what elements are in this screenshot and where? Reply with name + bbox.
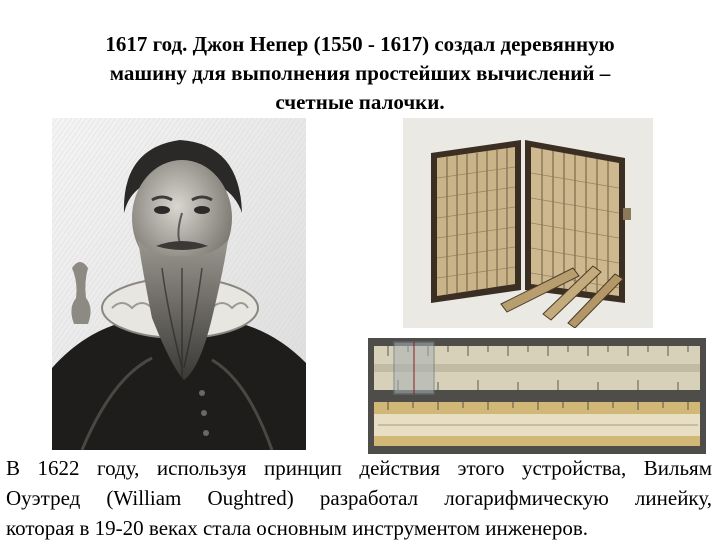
paragraph-line-2: Оуэтред (William Oughtred) разработал логарифмическую линейку, [6, 486, 712, 510]
slide-rule-drawing [368, 338, 706, 454]
slide-rule-upper [374, 342, 700, 394]
slide-title [40, 30, 680, 117]
napier-portrait-drawing [52, 118, 306, 450]
title-line-1: 1617 год. Джон Непер (1550 - 1617) создал деревянную [105, 32, 615, 56]
slide-rule-lower [374, 402, 700, 446]
title-line-3: счетные палочки. [275, 90, 445, 114]
napier-portrait-image [52, 118, 306, 450]
napiers-bones-drawing [403, 118, 653, 328]
paragraph-line-1: В 1622 году, используя принцип действия этого устройства, Вильям [6, 456, 712, 480]
bones-box-left [431, 140, 521, 303]
slide-rule-image [368, 338, 706, 454]
napiers-bones-image [403, 118, 653, 328]
paragraph-line-3: которая в 19-20 веках стала основным инструментом инженеров. [6, 516, 588, 540]
title-line-2: машину для выполнения простейших вычислений – [109, 61, 611, 85]
bottom-paragraph [6, 453, 712, 543]
